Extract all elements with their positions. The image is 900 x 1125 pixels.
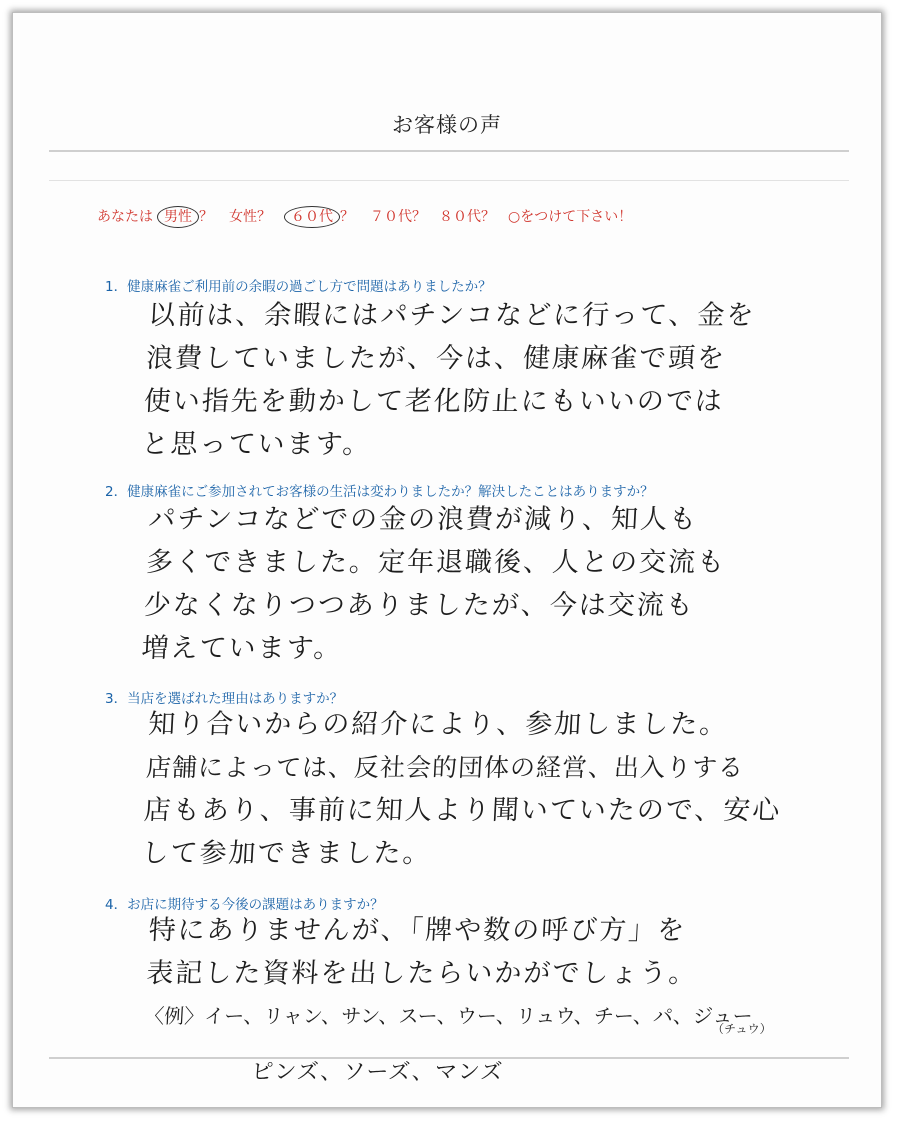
answer-line: 店舗によっては、反社会的団体の経営、出入りする (145, 753, 745, 782)
question-4: 4．お店に期待する今後の課題はありますか？ (105, 897, 384, 913)
age-60-mark: ？ (340, 209, 354, 225)
answer-line: 表記した資料を出したらいかがでしょう。 (145, 958, 699, 989)
gender-female: 女性？ (229, 209, 271, 225)
answer-line: 店もあり、事前に知人より聞いていたので、安心 (143, 795, 783, 826)
answer-line: 浪費していましたが、今は、健康麻雀で頭を (145, 343, 727, 374)
gender-male-circled: 男性 (157, 206, 199, 228)
gender-male-mark: ？ (199, 209, 213, 225)
answer-4 (140, 909, 830, 1094)
answer-example-text: 〈例〉イー、リャン、サン、スー、ウー、リュウ、チー、パ、ジュー (143, 1004, 754, 1028)
question-3: 3．当店を選ばれた理由はありますか？ (105, 691, 344, 707)
demographic-prefix: あなたは (97, 209, 153, 225)
demographic-line (97, 206, 645, 226)
answer-line: 使い指先を動かして老化防止にもいいのでは (143, 386, 725, 417)
answer-line (142, 995, 825, 1051)
question-1: 1．健康麻雀ご利用前の余暇の過ごし方で問題はありましたか？ (105, 279, 492, 295)
answer-line: 特にありませんが、「牌や数の呼び方」を (147, 915, 688, 946)
answer-line: 以前は、余暇にはパチンコなどに行って、金を (147, 300, 757, 331)
answer-line: 知り合いからの紹介により、参加しました。 (147, 709, 730, 740)
answer-line: ピンズ、ソーズ、マンズ (250, 1060, 504, 1085)
page-title: お客様の声 (392, 113, 502, 137)
divider (49, 150, 849, 152)
survey-sheet (12, 12, 882, 1108)
answer-line: 増えています。 (140, 633, 344, 664)
age-70: ７０代？ (370, 209, 426, 225)
reading-note: （チュウ） (711, 1022, 772, 1036)
divider (49, 180, 849, 181)
answer-2 (140, 498, 829, 670)
answer-line: 多くできました。定年退職後、人との交流も (145, 547, 727, 578)
answer-line: して参加できました。 (140, 838, 433, 869)
age-80: ８０代？ (439, 209, 495, 225)
answer-3 (140, 703, 829, 875)
age-60-circled: ６０代 (284, 206, 340, 228)
answer-line: と思っています。 (140, 429, 373, 460)
circle-instruction: ○をつけて下さい！ (508, 209, 633, 225)
answer-line: パチンコなどでの金の浪費が減り、知人も (147, 504, 699, 535)
answer-1 (140, 294, 829, 466)
question-2: 2．健康麻雀にご参加されてお客様の生活は変わりましたか？解決したことはありますか？ (105, 484, 654, 500)
divider (49, 1057, 849, 1059)
answer-line: 少なくなりつつありましたが、今は交流も (143, 590, 696, 621)
